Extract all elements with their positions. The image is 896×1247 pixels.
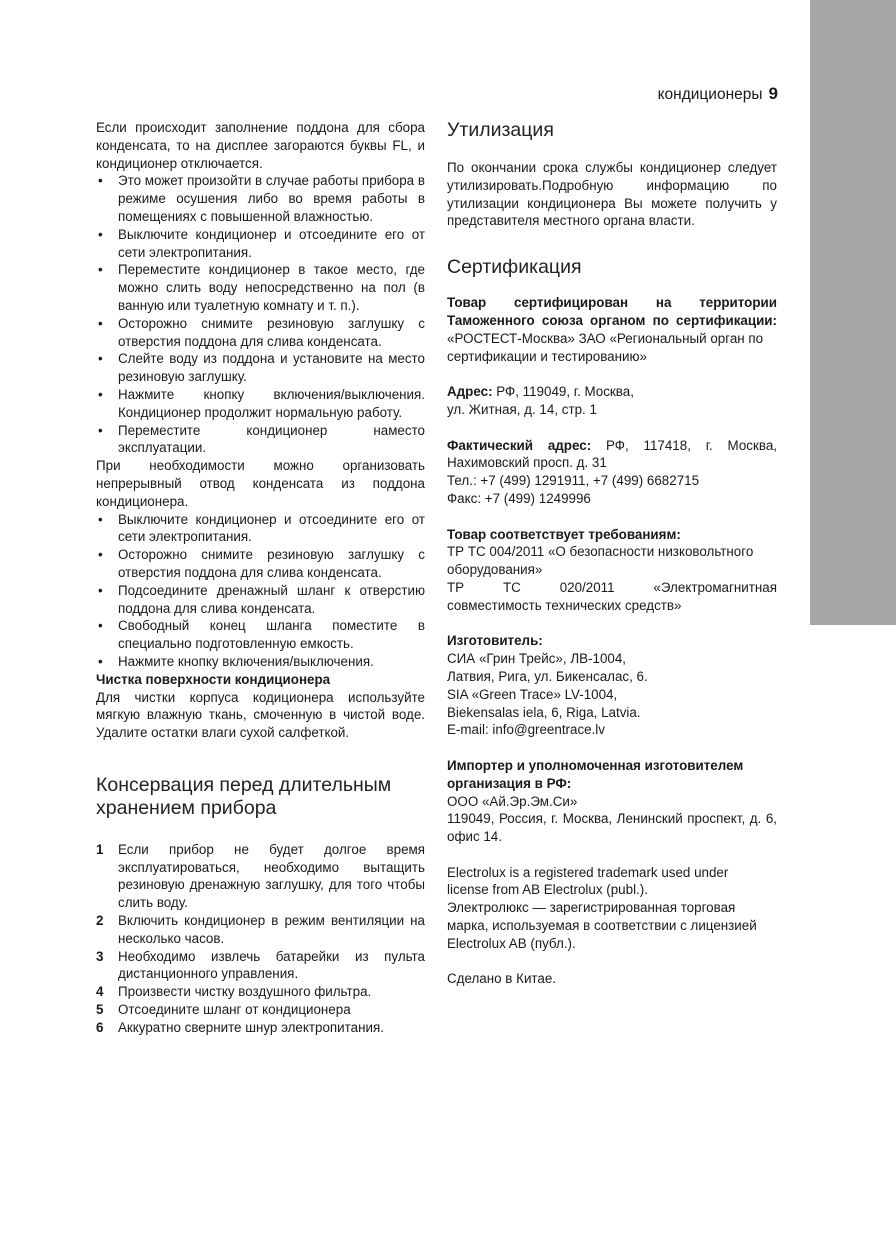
continuous-drain-text: При необходимости можно организовать непрерывный отвод конденсата из поддона кондиционера. (96, 458, 425, 509)
storage-steps-list (96, 841, 425, 1037)
step-number: 5 (96, 1002, 104, 1018)
list-item (96, 841, 425, 912)
step-text: Необходимо извлечь батарейки из пульта дистанционного управления. (118, 948, 425, 982)
certification-body: «РОСТЕСТ-Москва» ЗАО «Региональный орган по сертификации и тестированию» (447, 330, 764, 364)
step-text: Если прибор не будет долгое время эксплуатироваться, необходимо вытащить резиновую дренажную заглушку, для того чтобы слить воду. (118, 841, 425, 911)
trademark-en: Electrolux is a registered trademark used under (447, 864, 729, 880)
step-number: 4 (96, 984, 104, 1000)
list-item: • Нажмите кнопку включения/выключения. Кондиционер продолжит нормальную работу. (96, 386, 425, 422)
requirement-item: совместимость технических средств» (447, 597, 682, 613)
requirement-item: ТР ТС 020/2011 «Электромагнитная (447, 579, 777, 595)
importer-address: 119049, Россия, г. Москва, Ленинский проспект, д. 6, офис 14. (447, 811, 777, 845)
manufacturer-title: Изготовитель: (447, 633, 543, 649)
condensate-steps-list (96, 172, 425, 457)
cleaning-title: Чистка поверхности кондиционера (96, 671, 331, 687)
address-line: РФ, 117418, г. Москва, (591, 437, 777, 453)
manufacturer-line: Biekensalas iela, 6, Riga, Latvia. (447, 704, 641, 720)
manufacturer-email: E-mail: info@greentrace.lv (447, 722, 605, 738)
actual-address-block (447, 437, 777, 508)
disposal-text: По окончании срока службы кондиционер следует утилизировать.Подробную информацию по утилизации кондиционера Вы можете получить у представителя местного органа власти. (447, 160, 777, 229)
list-item: • Переместите кондиционер в такое место, где можно слить воду непосредственно на пол (в ванную или туалетную комнату и т. п.). (96, 261, 425, 314)
list-item: • Осторожно снимите резиновую заглушку с отверстия поддона для слива конденсата. (96, 546, 425, 582)
cleaning-text: Для чистки корпуса кодиционера используйте мягкую влажную ткань, смоченную в чистой воде. Удалите остатки влаги сухой салфеткой. (96, 689, 425, 741)
step-text: Включить кондиционер в режим вентиляции на несколько часов. (118, 913, 425, 946)
fax-number: Факс: +7 (499) 1249996 (447, 490, 591, 506)
trademark-ru: Электролюкс — зарегистрированная торговая марка, используемая в соответствии с лицензией Electrolux AB (публ.). (447, 900, 757, 951)
importer-title: Импортер и уполномоченная изготовителем организация в РФ: (447, 757, 744, 791)
certification-heading: Сертификация (447, 256, 582, 279)
list-item: • Подсоедините дренажный шланг к отверстию поддона для слива конденсата. (96, 582, 425, 618)
step-number: 6 (96, 1019, 104, 1035)
disposal-heading: Утилизация (447, 119, 554, 141)
requirement-item: ТР ТС 004/2011 «О безопасности низковольтного оборудования» (447, 544, 754, 578)
actual-address-label: Фактический адрес: (447, 437, 592, 453)
manufacturer-block (447, 632, 777, 739)
importer-block (447, 757, 777, 846)
manufacturer-line: СИА «Грин Трейс», ЛВ-1004, (447, 651, 627, 667)
list-item: • Свободный конец шланга поместите в специально подготовленную емкость. (96, 617, 425, 653)
step-text: Произвести чистку воздушного фильтра. (118, 984, 372, 1000)
list-item (96, 983, 425, 1001)
importer-name: ООО «Ай.Эр.Эм.Си» (447, 793, 578, 809)
certification-statement: Товар сертифицирован на территории Таможенного союза органом по сертификации: (447, 295, 777, 328)
cert-address-block (447, 383, 777, 419)
list-item (96, 1019, 425, 1037)
list-item: • Это может произойти в случае работы прибора в режиме осушения либо во время работы в помещениях с повышенной влажностью. (96, 172, 425, 225)
section-title: кондиционеры (657, 86, 763, 103)
side-tab-marker (810, 0, 896, 625)
step-number: 1 (96, 841, 104, 857)
step-text: Аккуратно сверните шнур электропитания. (118, 1019, 384, 1035)
right-column (447, 119, 777, 988)
step-number: 3 (96, 948, 104, 964)
list-item (96, 948, 425, 984)
step-number: 2 (96, 913, 104, 929)
list-item: • Слейте воду из поддона и установите на место резиновую заглушку. (96, 350, 425, 386)
address-label: Адрес: (447, 384, 493, 400)
list-item (96, 1001, 425, 1019)
page-header (658, 84, 778, 104)
address-line: Нахимовский просп. д. 31 (447, 455, 607, 471)
list-item: • Осторожно снимите резиновую заглушку с отверстия поддона для слива конденсата. (96, 315, 425, 351)
requirements-block (447, 526, 777, 615)
left-column (96, 119, 425, 1037)
list-item: • Нажмите кнопку включения/выключения. (96, 653, 425, 671)
requirements-title: Товар соответствует требованиям: (447, 526, 681, 542)
list-item: • Выключите кондиционер и отсоедините его от сети электропитания. (96, 226, 425, 262)
address-line: РФ, 119049, г. Москва, (492, 384, 634, 400)
address-line: ул. Житная, д. 14, стр. 1 (447, 401, 597, 417)
trademark-block (447, 864, 777, 953)
list-item: • Переместите кондиционер наместо эксплуатации. (96, 422, 425, 458)
country-of-origin: Сделано в Китае. (447, 971, 557, 987)
trademark-en: license from AB Electrolux (publ.). (447, 882, 648, 898)
drain-steps-list (96, 511, 425, 671)
list-item (96, 912, 425, 948)
phone-numbers: Тел.: +7 (499) 1291911, +7 (499) 6682715 (447, 473, 700, 489)
condensate-intro: Если происходит заполнение поддона для сбора конденсата, то на дисплее загораются буквы FL, и кондиционер отключается. (96, 120, 425, 171)
manufacturer-line: SIA «Green Trace» LV-1004, (447, 686, 618, 702)
list-item: • Выключите кондиционер и отсоедините его от сети электропитания. (96, 511, 425, 547)
manufacturer-line: Латвия, Рига, ул. Бикенсалас, 6. (447, 668, 648, 684)
page-number: 9 (768, 84, 778, 103)
storage-heading: Консервация перед длительным хранением прибора (96, 773, 392, 819)
step-text: Отсоедините шланг от кондиционера (118, 1002, 351, 1018)
